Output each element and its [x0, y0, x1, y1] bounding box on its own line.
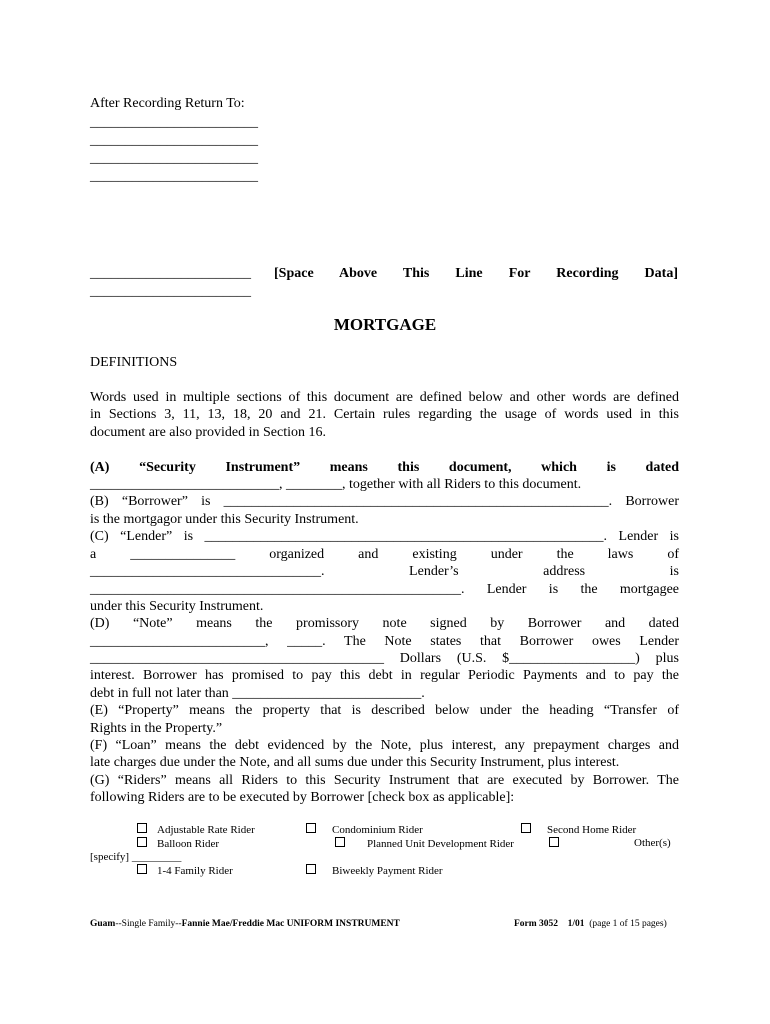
rider-second-home[interactable]: Second Home Rider [521, 823, 636, 837]
rider-specify[interactable]: [specify] _________ [90, 851, 182, 863]
checkbox-icon[interactable] [335, 837, 345, 847]
definition-f-line-1: (F) “Loan” means the debt evidenced by the Note, plus interest, any prepayment charges and [90, 738, 679, 753]
checkbox-icon[interactable] [137, 864, 147, 874]
return-to-line-1: ________________________ [90, 115, 258, 130]
return-to-line-3: ________________________ [90, 151, 258, 166]
definition-c-line-5: under this Security Instrument. [90, 599, 264, 614]
recording-blank-2: _______________________ [90, 284, 251, 299]
rider-condominium[interactable]: Condominium Rider [306, 823, 423, 837]
definition-f-line-2: late charges due under the Note, and all sums due under this Security Instrument, plus interest. [90, 755, 620, 770]
definition-g-line-1: (G) “Riders” means all Riders to this Security Instrument that are executed by Borrower. The [90, 773, 679, 788]
recording-blank-1: _______________________ [90, 266, 251, 281]
rider-biweekly-payment[interactable]: Biweekly Payment Rider [306, 864, 443, 878]
rider-others-label: Other(s) [634, 837, 671, 849]
definition-c-line-2: a _______________ organized and existing under the laws of [90, 547, 679, 562]
definition-c-line-1: (C) “Lender” is _________________________________________________________. Lender is [90, 529, 679, 544]
definition-c-line-3: _________________________________. Lender’s address is [90, 564, 679, 579]
definition-d-line-3: __________________________________________ Dollars (U.S. $__________________) plus [90, 651, 679, 666]
definitions-heading: DEFINITIONS [90, 355, 178, 370]
recording-space-notice: [Space Above This Line For Recording Data] [274, 266, 678, 281]
definitions-intro-line-3: document are also provided in Section 16. [90, 425, 326, 440]
checkbox-icon[interactable] [137, 823, 147, 833]
page-title: MORTGAGE [333, 315, 437, 334]
rider-planned-unit-development[interactable]: Planned Unit Development Rider [335, 837, 514, 851]
return-to-line-2: ________________________ [90, 133, 258, 148]
definition-a-line-2: ___________________________, ________, together with all Riders to this document. [90, 477, 582, 492]
definition-d-line-5: debt in full not later than ___________________________. [90, 686, 425, 701]
definition-d-line-4: interest. Borrower has promised to pay this debt in regular Periodic Payments and to pay the [90, 668, 679, 683]
definition-e-line-1: (E) “Property” means the property that is described below under the heading “Transfer of [90, 703, 679, 718]
definitions-intro-line-2: in Sections 3, 11, 13, 18, 20 and 21. Certain rules regarding the usage of words used in this [90, 407, 679, 422]
checkbox-icon[interactable] [306, 864, 316, 874]
definition-d-line-1: (D) “Note” means the promissory note signed by Borrower and dated [90, 616, 679, 631]
definition-g-line-2: following Riders are to be executed by Borrower [check box as applicable]: [90, 790, 515, 805]
definition-d-line-2: _________________________, _____. The Note states that Borrower owes Lender [90, 634, 679, 649]
rider-adjustable-rate[interactable]: Adjustable Rate Rider [137, 823, 255, 837]
definition-a-line-1 [90, 459, 679, 477]
checkbox-icon[interactable] [521, 823, 531, 833]
return-to-label: After Recording Return To: [90, 96, 245, 111]
rider-others[interactable] [549, 837, 569, 851]
rider-balloon[interactable]: Balloon Rider [137, 837, 219, 851]
definition-c-line-4: _____________________________________________________. Lender is the mortgagee [90, 582, 679, 597]
definitions-intro-line-1: Words used in multiple sections of this document are defined below and other words are defined [90, 390, 679, 405]
definition-b-line-2: is the mortgagor under this Security Instrument. [90, 512, 359, 527]
return-to-line-4: ________________________ [90, 169, 258, 184]
definition-b-line-1: (B) “Borrower” is _______________________________________________________. Borrower [90, 494, 679, 509]
checkbox-icon[interactable] [306, 823, 316, 833]
checkbox-icon[interactable] [137, 837, 147, 847]
definition-e-line-2: Rights in the Property.” [90, 721, 223, 736]
footer-form-info: Form 3052 1/01 (page 1 of 15 pages) [514, 919, 667, 929]
definition-a-term: (A) “Security Instrument” means this document, which is dated [90, 460, 679, 475]
checkbox-icon[interactable] [549, 837, 559, 847]
footer-instrument: Guam--Single Family--Fannie Mae/Freddie Mac UNIFORM INSTRUMENT [90, 919, 400, 929]
rider-one-four-family[interactable]: 1-4 Family Rider [137, 864, 233, 878]
